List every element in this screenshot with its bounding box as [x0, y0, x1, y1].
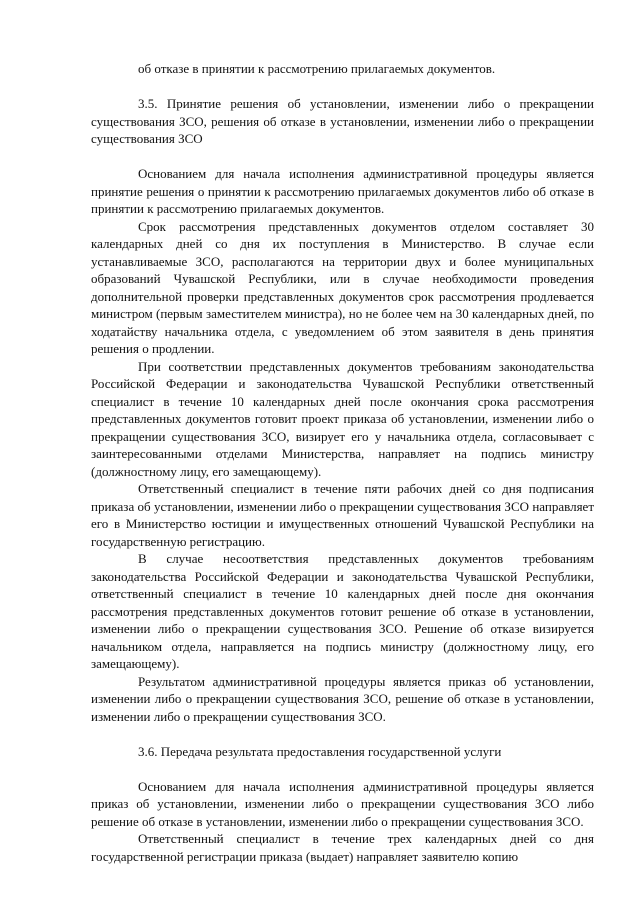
spacer — [91, 760, 594, 778]
paragraph-continuation: об отказе в принятии к рассмотрению прилагаемых документов. — [138, 61, 496, 76]
spacer — [91, 725, 594, 743]
spacer — [91, 78, 594, 96]
paragraph: При соответствии представленных документов требованиям законодательства Российской Федерации и законодательства Чувашской Республики ответственный специалист в течение 10 календарных дней после окончания срока рассмотрения представленных документов готовит проект приказа об установлении, изменении либо о прекращении существования ЗСО, визирует его у начальника отдела, согласовывает с заинтересованными отделами Министерства, направляет на подпись министру (должностному лицу, его замещающему). — [91, 358, 594, 479]
paragraph: В случае несоответствия представленных документов требованиям законодательства Российской Федерации и законодательства Чувашской Республики, ответственный специалист в течение 10 календарных дней после дня окончания рассмотрения представленных документов готовит решение об отказе в установлении, изменении либо о прекращении существования ЗСО. Решение об отказе визируется начальником отдела, направляется на подпись министру (должностному лицу, его замещающему). — [91, 551, 594, 671]
paragraph: Основанием для начала исполнения административной процедуры является принятие решения о принятии к рассмотрению прилагаемых документов либо об отказе в принятии к рассмотрению прилагаемых документов. — [91, 166, 594, 216]
paragraph: Результатом административной процедуры является приказ об установлении, изменении либо о прекращении существования ЗСО, решение об отказе в установлении, изменении либо о прекращении существования ЗСО. — [91, 673, 594, 724]
paragraph: Срок рассмотрения представленных документов отделом составляет 30 календарных дней со дня их поступления в Министерство. В случае если устанавливаемые ЗСО, располагаются на территории двух и более муниципальных образований Чувашской Республики, или в случае необходимости проведения дополнительной проверки представленных документов срок рассмотрения продлевается министром (первым заместителем министра), но не более чем на 30 календарных дней, по ходатайству начальника отдела, с уведомлением об этом заявителя в день принятия решения о продлении. — [91, 218, 594, 356]
section-heading-3-6: 3.6. Передача результата предоставления государственной услуги — [138, 743, 502, 759]
section-heading-3-5: 3.5. Принятие решения об установлении, изменении либо о прекращении существования ЗСО, решения об отказе в установлении, изменении либо о прекращении существования ЗСО — [91, 96, 594, 146]
paragraph: Ответственный специалист в течение пяти рабочих дней со дня подписания приказа об установлении, изменении либо о прекращении существования ЗСО направляет его в Министерство юстиции и имущественных отношений Чувашской Республики на государственную регистрацию. — [91, 481, 594, 549]
spacer — [91, 148, 594, 166]
paragraph: Ответственный специалист в течение трех календарных дней со дня государственной регистрации приказа (выдает) направляет заявителю копию — [91, 831, 594, 864]
paragraph: Основанием для начала исполнения административной процедуры является приказ об установлении, изменении либо о прекращении существования ЗСО либо решение об отказе в установлении, изменении либо о прекращении существования ЗСО. — [91, 778, 594, 829]
